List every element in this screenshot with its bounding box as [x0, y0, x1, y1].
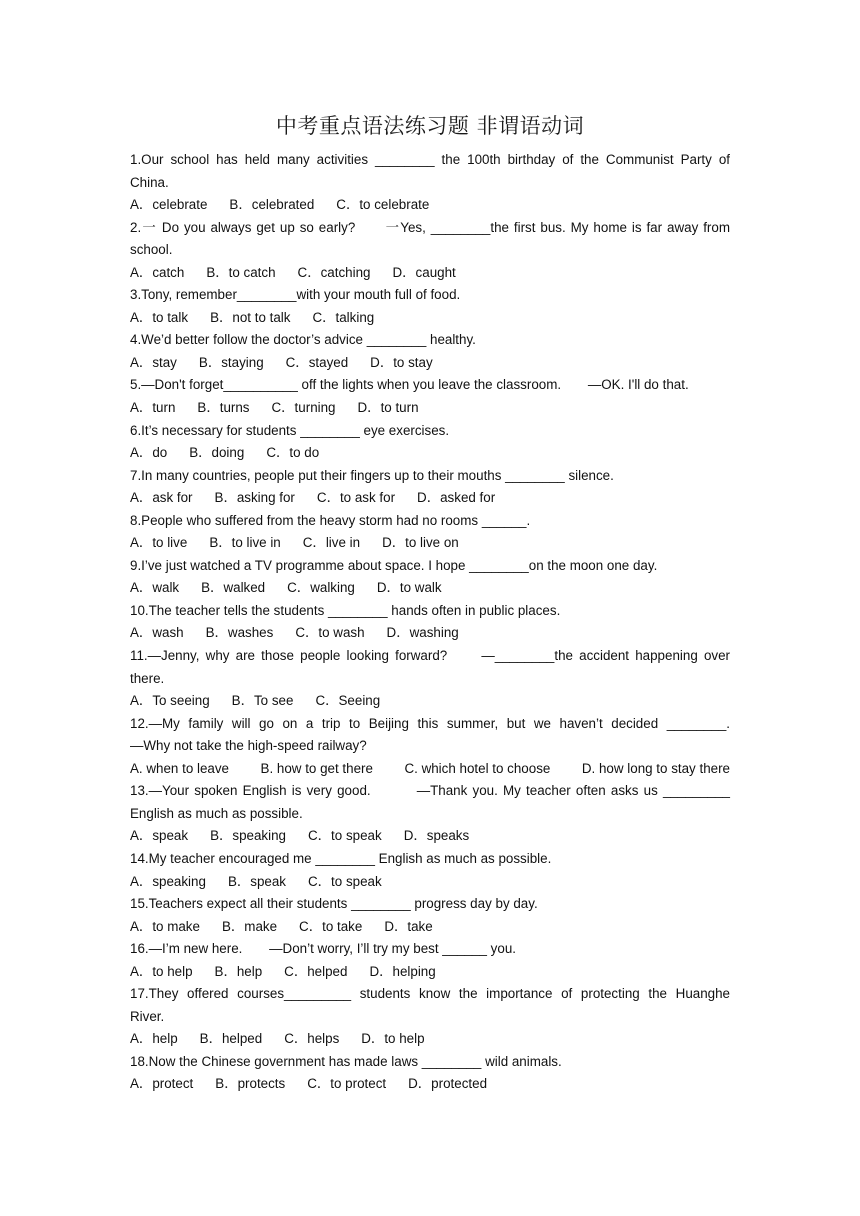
question-item — [130, 938, 730, 983]
answer-option[interactable]: B．help — [214, 963, 263, 979]
question-stem-continued: there. — [130, 670, 165, 686]
question-item — [130, 465, 730, 510]
question-item — [130, 217, 730, 285]
answer-option[interactable]: C．Seeing — [315, 693, 381, 709]
answer-option[interactable]: A．celebrate — [130, 197, 208, 213]
question-stem: 5.—Don't forget__________ off the lights when you leave the classroom. —OK. I'll do that. — [130, 377, 689, 393]
answer-option[interactable]: A．speaking — [130, 873, 206, 889]
answer-options — [130, 871, 730, 894]
answer-options — [130, 1028, 730, 1051]
question-item — [130, 374, 730, 419]
answer-options — [130, 487, 730, 510]
answer-option[interactable]: D．helping — [369, 963, 436, 979]
page-title: 中考重点语法练习题 非谓语动词 — [275, 114, 585, 138]
answer-option[interactable]: A．protect — [130, 1076, 194, 1092]
question-item — [130, 149, 730, 217]
answer-option[interactable]: B．washes — [205, 625, 274, 641]
answer-option[interactable]: D．to live on — [382, 535, 459, 551]
question-stem: 14.My teacher encouraged me ________ English as much as possible. — [130, 850, 552, 866]
question-stem-continued: school. — [130, 242, 173, 258]
question-item — [130, 893, 730, 938]
answer-option[interactable]: D. how long to stay there — [581, 760, 730, 776]
answer-option[interactable]: D．speaks — [403, 828, 470, 844]
question-item — [130, 284, 730, 329]
answer-options — [130, 758, 730, 781]
question-stem: 12.—My family will go on a trip to Beijing this summer, but we haven’t decided ________. — [130, 715, 730, 731]
answer-option[interactable]: A．do — [130, 445, 168, 461]
answer-option[interactable]: A．to make — [130, 918, 200, 934]
answer-option[interactable]: D．take — [384, 918, 433, 934]
answer-option[interactable]: C．helps — [284, 1031, 340, 1047]
question-stem: 6.It’s necessary for students ________ eye exercises. — [130, 422, 450, 438]
answer-options — [130, 352, 730, 375]
question-item — [130, 1051, 730, 1096]
answer-option[interactable]: C．to celebrate — [336, 197, 430, 213]
answer-option[interactable]: C．stayed — [285, 354, 349, 370]
answer-option[interactable]: A．speak — [130, 828, 189, 844]
answer-option[interactable]: C．talking — [312, 309, 375, 325]
question-item — [130, 420, 730, 465]
answer-option[interactable]: A．turn — [130, 400, 176, 416]
answer-options — [130, 397, 730, 420]
answer-options — [130, 916, 730, 939]
answer-option[interactable]: A．to talk — [130, 309, 189, 325]
question-item — [130, 983, 730, 1051]
answer-option[interactable]: B．celebrated — [229, 197, 315, 213]
answer-option[interactable]: A．walk — [130, 580, 180, 596]
answer-options — [130, 825, 730, 848]
answer-options — [130, 622, 730, 645]
answer-option[interactable]: C．to ask for — [316, 490, 396, 506]
question-stem-continued: —Why not take the high-speed railway? — [130, 738, 367, 754]
answer-option[interactable]: C．to speak — [308, 828, 382, 844]
answer-option[interactable]: C．turning — [271, 400, 336, 416]
answer-options — [130, 262, 730, 285]
question-stem: 16.—I’m new here. —Don’t worry, I’ll try my best ______ you. — [130, 941, 516, 957]
answer-option[interactable]: D．to turn — [357, 400, 419, 416]
answer-options — [130, 307, 730, 330]
answer-options — [130, 532, 730, 555]
question-item — [130, 780, 730, 848]
answer-option[interactable]: A. when to leave — [130, 760, 230, 776]
question-stem-continued: English as much as possible. — [130, 805, 303, 821]
answer-options — [130, 577, 730, 600]
question-stem-continued: China. — [130, 174, 169, 190]
answer-option[interactable]: C．to wash — [295, 625, 365, 641]
answer-option[interactable]: A．to live — [130, 535, 188, 551]
question-stem: 1.Our school has held many activities ________ the 100th birthday of the Communist Party of — [130, 152, 730, 167]
answer-option[interactable]: B．walked — [201, 580, 266, 596]
answer-option[interactable]: B．speak — [227, 873, 286, 889]
answer-option[interactable]: C．to protect — [307, 1076, 387, 1092]
answer-option[interactable]: A．to help — [130, 963, 193, 979]
answer-option[interactable]: A．ask for — [130, 490, 193, 506]
answer-options — [130, 442, 730, 465]
question-item — [130, 329, 730, 374]
question-stem: 2.一 Do you always get up so early? 一Yes, ________the first bus. My home is far away from — [130, 219, 730, 235]
answer-option[interactable]: C．to take — [299, 918, 363, 934]
question-stem: 11.—Jenny, why are those people looking forward? —________the accident happening over — [130, 648, 730, 664]
answer-option[interactable]: A．wash — [130, 625, 184, 641]
question-stem: 13.—Your spoken English is very good. —Thank you. My teacher often asks us _________ — [130, 783, 730, 799]
answer-option[interactable]: B．to catch — [206, 264, 276, 280]
answer-option[interactable]: A．catch — [130, 264, 185, 280]
answer-option[interactable]: D．washing — [386, 625, 459, 641]
answer-option[interactable]: C. which hotel to choose — [404, 760, 551, 776]
answer-options — [130, 194, 730, 217]
answer-options — [130, 961, 730, 984]
question-item — [130, 848, 730, 893]
answer-option[interactable]: D．caught — [392, 264, 456, 280]
answer-option[interactable]: B．To see — [231, 693, 294, 709]
answer-option[interactable]: D．protected — [408, 1076, 488, 1092]
answer-option[interactable]: B．not to talk — [210, 309, 291, 325]
answer-option[interactable]: B．to live in — [209, 535, 281, 551]
answer-option[interactable]: D．to help — [361, 1031, 425, 1047]
answer-option[interactable]: C．catching — [297, 264, 371, 280]
answer-option[interactable]: A．help — [130, 1031, 178, 1047]
answer-option[interactable]: C．to do — [266, 445, 320, 461]
question-stem: 10.The teacher tells the students ________ hands often in public places. — [130, 602, 561, 618]
question-stem: 15.Teachers expect all their students ________ progress day by day. — [130, 896, 538, 912]
question-stem: 7.In many countries, people put their fingers up to their mouths ________ silence. — [130, 467, 614, 483]
question-stem: 8.People who suffered from the heavy storm had no rooms ______. — [130, 512, 531, 528]
question-item — [130, 713, 730, 781]
answer-option[interactable]: B．turns — [197, 400, 250, 416]
answer-option[interactable]: D．to stay — [370, 354, 433, 370]
answer-option[interactable]: D．asked for — [417, 490, 496, 506]
answer-option[interactable]: B．speaking — [210, 828, 286, 844]
question-stem-continued: River. — [130, 1008, 165, 1024]
answer-option[interactable]: B．asking for — [214, 490, 295, 506]
question-list — [130, 149, 730, 1096]
answer-option[interactable]: B．protects — [215, 1076, 286, 1092]
answer-option[interactable]: C．helped — [284, 963, 348, 979]
question-stem: 18.Now the Chinese government has made laws ________ wild animals. — [130, 1053, 562, 1069]
question-item — [130, 600, 730, 645]
answer-option[interactable]: A．To seeing — [130, 693, 210, 709]
answer-option[interactable]: B．staying — [198, 354, 264, 370]
question-stem: 3.Tony, remember________with your mouth full of food. — [130, 287, 461, 303]
answer-option[interactable]: C．to speak — [308, 873, 382, 889]
answer-option[interactable]: C．walking — [287, 580, 355, 596]
question-stem: 17.They offered courses_________ students know the importance of protecting the Huanghe — [130, 986, 730, 1002]
question-item — [130, 510, 730, 555]
question-stem: 4.We’d better follow the doctor’s advice ________ healthy. — [130, 332, 476, 348]
answer-option[interactable]: B．make — [221, 918, 278, 934]
answer-options — [130, 690, 730, 713]
question-item — [130, 645, 730, 713]
answer-option[interactable]: B．doing — [189, 445, 245, 461]
answer-option[interactable]: D．to walk — [376, 580, 442, 596]
answer-option[interactable]: B．helped — [199, 1031, 263, 1047]
answer-option[interactable]: A．stay — [130, 354, 177, 370]
question-stem: 9.I’ve just watched a TV programme about space. I hope ________on the moon one day. — [130, 557, 658, 573]
answer-option[interactable]: B. how to get there — [260, 760, 373, 776]
answer-option[interactable]: C．live in — [302, 535, 361, 551]
question-item — [130, 555, 730, 600]
answer-options — [130, 1073, 730, 1096]
